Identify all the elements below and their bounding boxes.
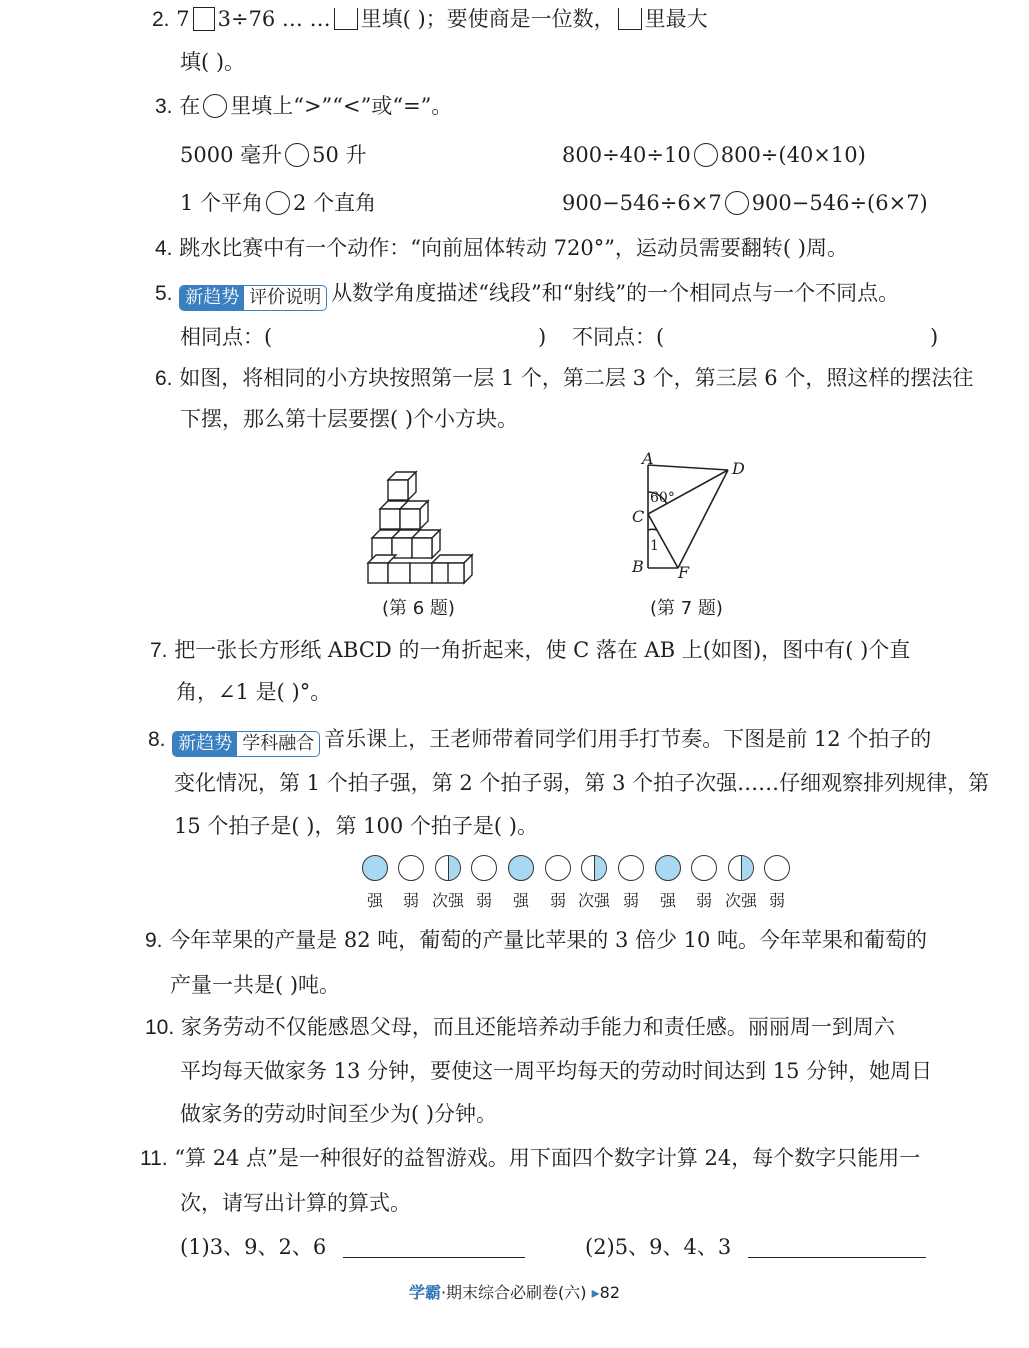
q3-r1d: 800÷(40×10) <box>720 143 866 167</box>
q9-line2: 产量一共是( )吨。 <box>170 973 341 997</box>
beat-circle-11 <box>728 855 754 881</box>
q5-trend-tag <box>179 285 327 311</box>
q10-number: 10. <box>145 1016 175 1039</box>
angle-1-label: 1 <box>650 538 659 554</box>
page-footer <box>0 1280 1029 1303</box>
beat-label-8: 弱 <box>622 891 639 910</box>
beat-label-3: 次强 <box>431 891 464 910</box>
q3-r1a: 5000 毫升 <box>180 143 283 167</box>
q11-answer-line-1[interactable] <box>343 1237 525 1258</box>
q3-compare-circle-2[interactable] <box>694 143 718 167</box>
page-number: 82 <box>599 1283 621 1302</box>
q2-answer-box-3[interactable] <box>618 8 642 30</box>
q10-line1 <box>145 1013 895 1042</box>
beat-circle-2 <box>398 855 424 881</box>
point-c-label: C <box>632 507 645 526</box>
point-b-label: B <box>632 557 644 576</box>
q3-row1-left <box>180 141 367 169</box>
q5-number: 5. <box>155 282 173 305</box>
q5-text: 从数学角度描述“线段”和“射线”的一个相同点与一个不同点。 <box>331 281 900 305</box>
point-f-label: F <box>678 563 690 582</box>
fig6-caption: (第 6 题) <box>382 598 455 619</box>
q9-number: 9. <box>145 929 163 952</box>
q8-line3: 15 个拍子是( )，第 100 个拍子是( )。 <box>174 814 538 838</box>
beat-label-11: 次强 <box>724 891 757 910</box>
q8-number: 8. <box>148 728 166 751</box>
beat-circle-3 <box>435 855 461 881</box>
beat-circle-12 <box>764 855 790 881</box>
q2-text-d: 里最大 <box>644 7 708 31</box>
q2-text-a: 7 <box>176 7 190 31</box>
angle-60-label: 60° <box>650 490 675 506</box>
q2-number: 2. <box>152 8 170 31</box>
q7-text-1: 把一张长方形纸 ABCD 的一角折起来，使 C 落在 AB 上(如图)，图中有( )个直 <box>174 638 911 662</box>
point-a-label: A <box>642 450 654 468</box>
q10-line2: 平均每天做家务 13 分钟，要使这一周平均每天的劳动时间达到 15 分钟，她周日 <box>180 1059 933 1083</box>
beat-label-2: 弱 <box>402 891 419 910</box>
q3-compare-circle-4[interactable] <box>725 191 749 215</box>
q11-number: 11. <box>140 1147 168 1170</box>
q3-compare-circle-1[interactable] <box>285 143 309 167</box>
beat-circle-1 <box>362 855 388 881</box>
q4-line <box>155 234 848 263</box>
beat-label-4: 弱 <box>475 891 492 910</box>
cube-stack-figure <box>360 462 485 592</box>
beat-label-12: 弱 <box>768 891 785 910</box>
beat-label-6: 弱 <box>549 891 566 910</box>
q8-line1 <box>148 725 931 757</box>
q7-line2: 角，∠1 是( )°。 <box>176 680 332 704</box>
q5-same-close: ) <box>538 325 547 349</box>
beat-label-1: 强 <box>366 891 383 910</box>
q3-r2d: 900−546÷(6×7) <box>751 191 928 215</box>
beat-circle-7 <box>581 855 607 881</box>
q3-r2a: 1 个平角 <box>180 191 264 215</box>
beat-circle-8 <box>618 855 644 881</box>
q11-line2: 次，请写出计算的算式。 <box>180 1191 411 1215</box>
q3-r2b: 2 个直角 <box>293 191 377 215</box>
q4-text: 跳水比赛中有一个动作：“向前屈体转动 720°”，运动员需要翻转( )周。 <box>179 236 848 260</box>
q5-diff-label: 不同点：( <box>572 325 665 349</box>
q5-diff-close: ) <box>930 325 939 349</box>
fig7-caption: (第 7 题) <box>650 598 723 619</box>
q8-trend-tag <box>172 731 320 757</box>
footer-arrow-icon: ▸ <box>591 1283 600 1302</box>
beat-circle-4 <box>471 855 497 881</box>
q3-r2c: 900−546÷6×7 <box>562 191 722 215</box>
q3-row1-right <box>562 141 866 169</box>
q11-part2 <box>585 1233 926 1261</box>
q2-line1 <box>152 5 708 34</box>
q2-text-c: 里填( )；要使商是一位数， <box>360 7 615 31</box>
folded-paper-figure <box>620 450 750 585</box>
beat-label-10: 弱 <box>695 891 712 910</box>
q9-line1 <box>145 926 927 955</box>
q5-tag-label-1: 新趋势 <box>180 286 244 310</box>
q3-row2-right <box>562 189 928 217</box>
q11-part2-label: (2)5、9、4、3 <box>585 1235 732 1259</box>
q11-answer-line-2[interactable] <box>748 1237 926 1258</box>
q8-tag-label-1: 新趋势 <box>173 732 237 756</box>
q3-circle-icon <box>203 94 227 118</box>
beat-circle-9 <box>655 855 681 881</box>
q3-text-b: 里填上“>”“<”或“=”。 <box>230 94 453 118</box>
q6-number: 6. <box>155 367 173 390</box>
beat-circle-5 <box>508 855 534 881</box>
q10-text-1: 家务劳动不仅能感恩父母，而且还能培养动手能力和责任感。丽丽周一到周六 <box>180 1015 895 1039</box>
q6-line1 <box>155 364 973 393</box>
q3-r1b: 50 升 <box>312 143 367 167</box>
q3-row2-left <box>180 189 376 217</box>
q4-number: 4. <box>155 237 173 260</box>
beat-label-9: 强 <box>659 891 676 910</box>
beat-label-7: 次强 <box>577 891 610 910</box>
q3-compare-circle-3[interactable] <box>266 191 290 215</box>
q10-line3: 做家务的劳动时间至少为( )分钟。 <box>180 1102 498 1126</box>
q2-text-b: 3÷76 … … <box>217 7 331 31</box>
q11-line1 <box>140 1144 920 1173</box>
beat-circle-10 <box>691 855 717 881</box>
q5-line1 <box>155 279 899 311</box>
q11-text-1: “算 24 点”是一种很好的益智游戏。用下面四个数字计算 24，每个数字只能用一 <box>174 1146 921 1170</box>
q8-text-1: 音乐课上，王老师带着同学们用手打节奏。下图是前 12 个拍子的 <box>324 727 932 751</box>
q6-line2: 下摆，那么第十层要摆( )个小方块。 <box>180 407 519 431</box>
q8-tag-label-2: 学科融合 <box>242 733 315 754</box>
q2-answer-box-2[interactable] <box>334 8 358 30</box>
q8-line2: 变化情况，第 1 个拍子强，第 2 个拍子弱，第 3 个拍子次强……仔细观察排列规律，第 <box>174 771 990 795</box>
q2-line2: 填( )。 <box>180 50 246 74</box>
q7-number: 7. <box>150 639 168 662</box>
q3-r1c: 800÷40÷10 <box>562 143 691 167</box>
point-d-label: D <box>732 459 745 478</box>
q11-part1-label: (1)3、9、2、6 <box>180 1235 327 1259</box>
q5-tag-label-2: 评价说明 <box>249 287 322 308</box>
q3-line1 <box>155 92 452 121</box>
q11-part1 <box>180 1233 525 1261</box>
beat-circle-6 <box>545 855 571 881</box>
q3-number: 3. <box>155 95 173 118</box>
q5-same-label: 相同点：( <box>180 325 273 349</box>
q9-text-1: 今年苹果的产量是 82 吨，葡萄的产量比苹果的 3 倍少 10 吨。今年苹果和葡萄的 <box>169 928 928 952</box>
footer-brand: 学霸 <box>408 1283 441 1302</box>
q7-line1 <box>150 636 910 665</box>
q6-text-1: 如图，将相同的小方块按照第一层 1 个，第二层 3 个，第三层 6 个，照这样的摆法往 <box>179 366 974 390</box>
q2-answer-box-1[interactable] <box>193 7 215 31</box>
footer-title: ·期末综合必刷卷(六) <box>440 1283 587 1302</box>
q3-text-a: 在 <box>179 94 201 118</box>
beat-label-5: 强 <box>512 891 529 910</box>
